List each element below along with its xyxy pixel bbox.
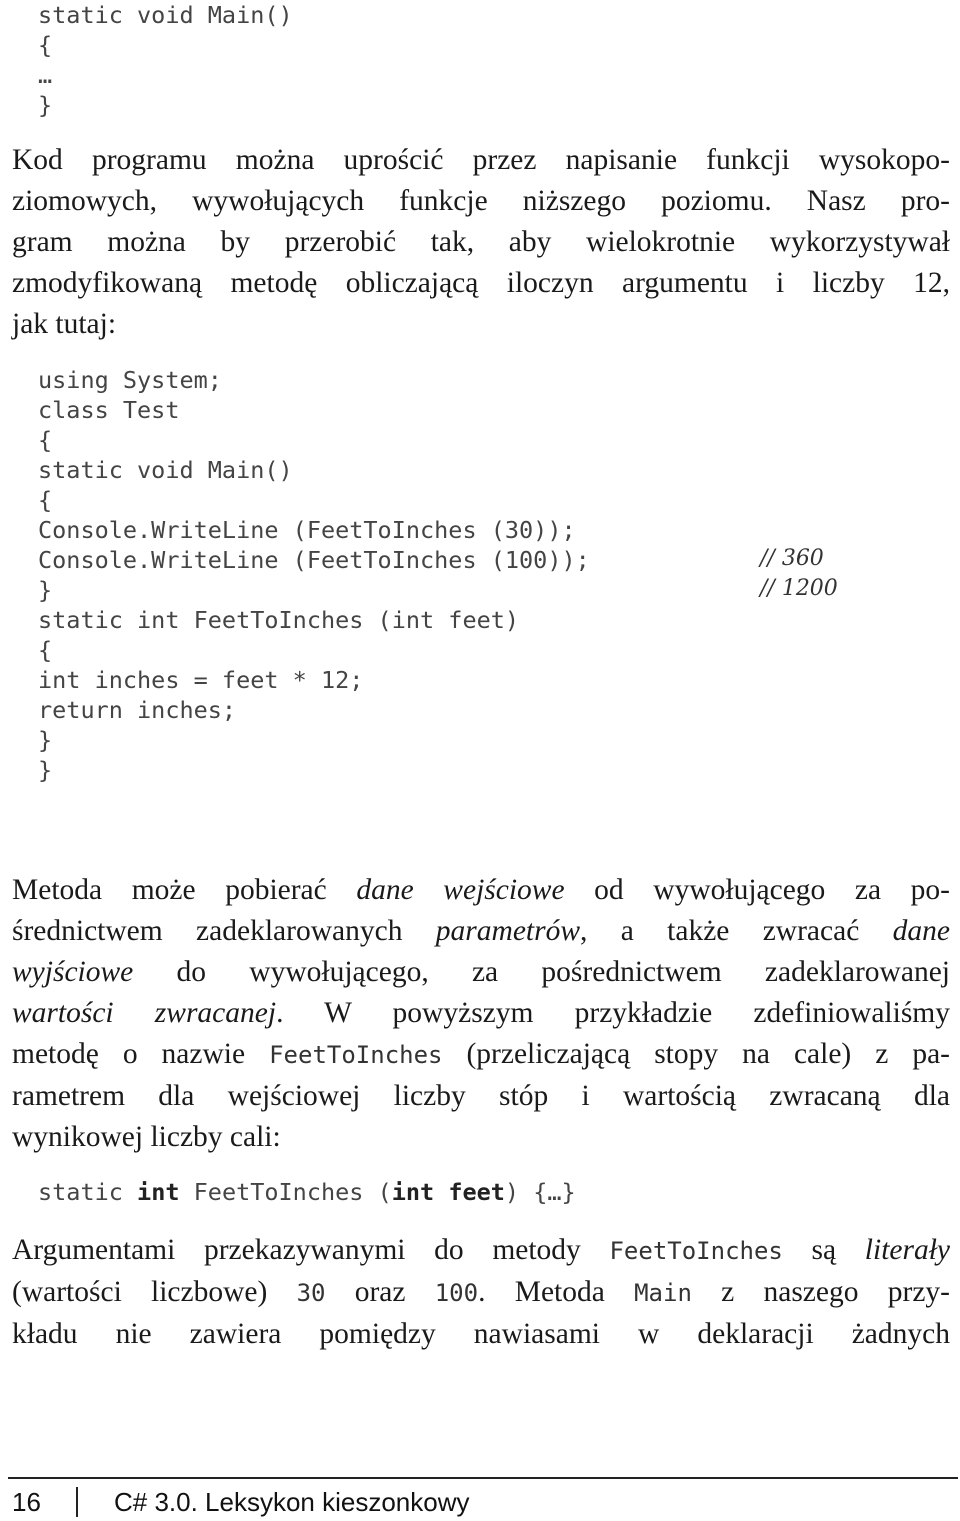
- text-run: (wartości liczbowe): [12, 1276, 297, 1308]
- text-line: zmodyfikowaną metodę obliczającą iloczyn argumentu i liczby 12,: [12, 267, 950, 299]
- book-title: C# 3.0. Leksykon kieszonkowy: [114, 1487, 470, 1517]
- code-keyword-bold: int feet: [391, 1178, 505, 1206]
- code-inline: Main: [634, 1279, 692, 1307]
- code-line: [38, 1177, 576, 1207]
- text-line: wynikowej liczby cali:: [12, 1121, 281, 1153]
- page-number: 16: [12, 1487, 41, 1517]
- code-token: static: [38, 1178, 138, 1206]
- text-run: , a także zwracać: [580, 915, 893, 947]
- paragraph-intro: [12, 140, 950, 345]
- code-line: static int FeetToInches (int feet): [38, 606, 520, 634]
- code-line: class Test: [38, 396, 180, 424]
- code-line: {: [38, 31, 53, 59]
- footer-divider: [8, 1477, 958, 1479]
- text-line: jak tutaj:: [12, 308, 117, 340]
- code-line: Console.WriteLine (FeetToInches (30));: [38, 516, 576, 544]
- text-run: Metoda może pobierać: [12, 874, 357, 906]
- code-block-main-stub: [38, 0, 293, 120]
- term-italic: wyjściowe: [12, 956, 134, 988]
- code-inline: FeetToInches: [269, 1041, 443, 1069]
- code-line: Console.WriteLine (FeetToInches (100));: [38, 546, 590, 574]
- text-run: . Metoda: [478, 1276, 635, 1308]
- text-run: metodę o nazwie: [12, 1038, 270, 1070]
- text-run: (przeliczającą stopy na cale) z pa-: [442, 1038, 950, 1070]
- code-token: FeetToInches (: [179, 1178, 392, 1206]
- code-comment: // 1200: [760, 576, 838, 601]
- code-inline: 100: [434, 1279, 479, 1307]
- term-italic: dane wejściowe: [356, 874, 565, 906]
- text-run: są: [782, 1234, 865, 1266]
- code-line: using System;: [38, 366, 222, 394]
- code-line: …: [38, 61, 53, 89]
- text-line: [12, 1230, 950, 1272]
- code-signature: [38, 1177, 576, 1207]
- code-line: }: [38, 726, 53, 754]
- text-run: Argumentami przekazywanymi do metody: [12, 1234, 610, 1266]
- text-run: do wywołującego, za pośrednictwem zadeklarowanej: [133, 956, 950, 988]
- code-line: static void Main(): [38, 1, 293, 29]
- text-line: rametrem dla wejściowej liczby stóp i wartością zwracaną dla: [12, 1080, 950, 1112]
- footer-separator: [76, 1487, 78, 1517]
- text-line: [12, 870, 950, 911]
- text-line: [12, 1272, 950, 1314]
- text-run: średnictwem zadeklarowanych: [12, 915, 436, 947]
- page-footer: [0, 1477, 960, 1521]
- paragraph-parameters: [12, 870, 950, 1158]
- text-line: kładu nie zawiera pomiędzy nawiasami w deklaracji żadnych: [12, 1318, 950, 1350]
- text-run: od wywołującego za po-: [564, 874, 951, 906]
- code-keyword-bold: int: [137, 1178, 180, 1206]
- text-line: ziomowych, wywołujących funkcje niższego poziomu. Nasz pro-: [12, 185, 950, 217]
- text-line: [12, 952, 950, 993]
- paragraph-arguments: [12, 1230, 950, 1355]
- text-line: gram można by przerobić tak, aby wielokrotnie wykorzystywał: [12, 226, 950, 258]
- code-line: }: [38, 576, 53, 604]
- code-inline: 30: [296, 1279, 326, 1307]
- code-line: int inches = feet * 12;: [38, 666, 364, 694]
- code-token: ) {…}: [504, 1178, 576, 1206]
- text-line: [12, 1034, 950, 1076]
- code-comment: // 360: [760, 546, 824, 571]
- term-italic: literały: [864, 1234, 950, 1266]
- text-run: . W powyższym przykładzie zdefiniowaliśmy: [276, 997, 950, 1029]
- code-line: return inches;: [38, 696, 237, 724]
- code-line: }: [38, 756, 53, 784]
- code-line: static void Main(): [38, 456, 293, 484]
- term-italic: dane: [892, 915, 950, 947]
- text-line: [12, 911, 950, 952]
- code-line: }: [38, 91, 53, 119]
- code-line: {: [38, 486, 53, 514]
- text-line: [12, 993, 950, 1034]
- code-block-feet-to-inches: [38, 365, 590, 785]
- text-run: oraz: [325, 1276, 435, 1308]
- code-inline: FeetToInches: [609, 1237, 783, 1265]
- text-run: z naszego przy-: [691, 1276, 950, 1308]
- text-line: Kod programu można uprościć przez napisanie funkcji wysokopo-: [12, 144, 950, 176]
- term-italic: wartości zwracanej: [12, 997, 277, 1029]
- term-italic: parametrów: [435, 915, 581, 947]
- code-line: {: [38, 636, 53, 664]
- code-line: {: [38, 426, 53, 454]
